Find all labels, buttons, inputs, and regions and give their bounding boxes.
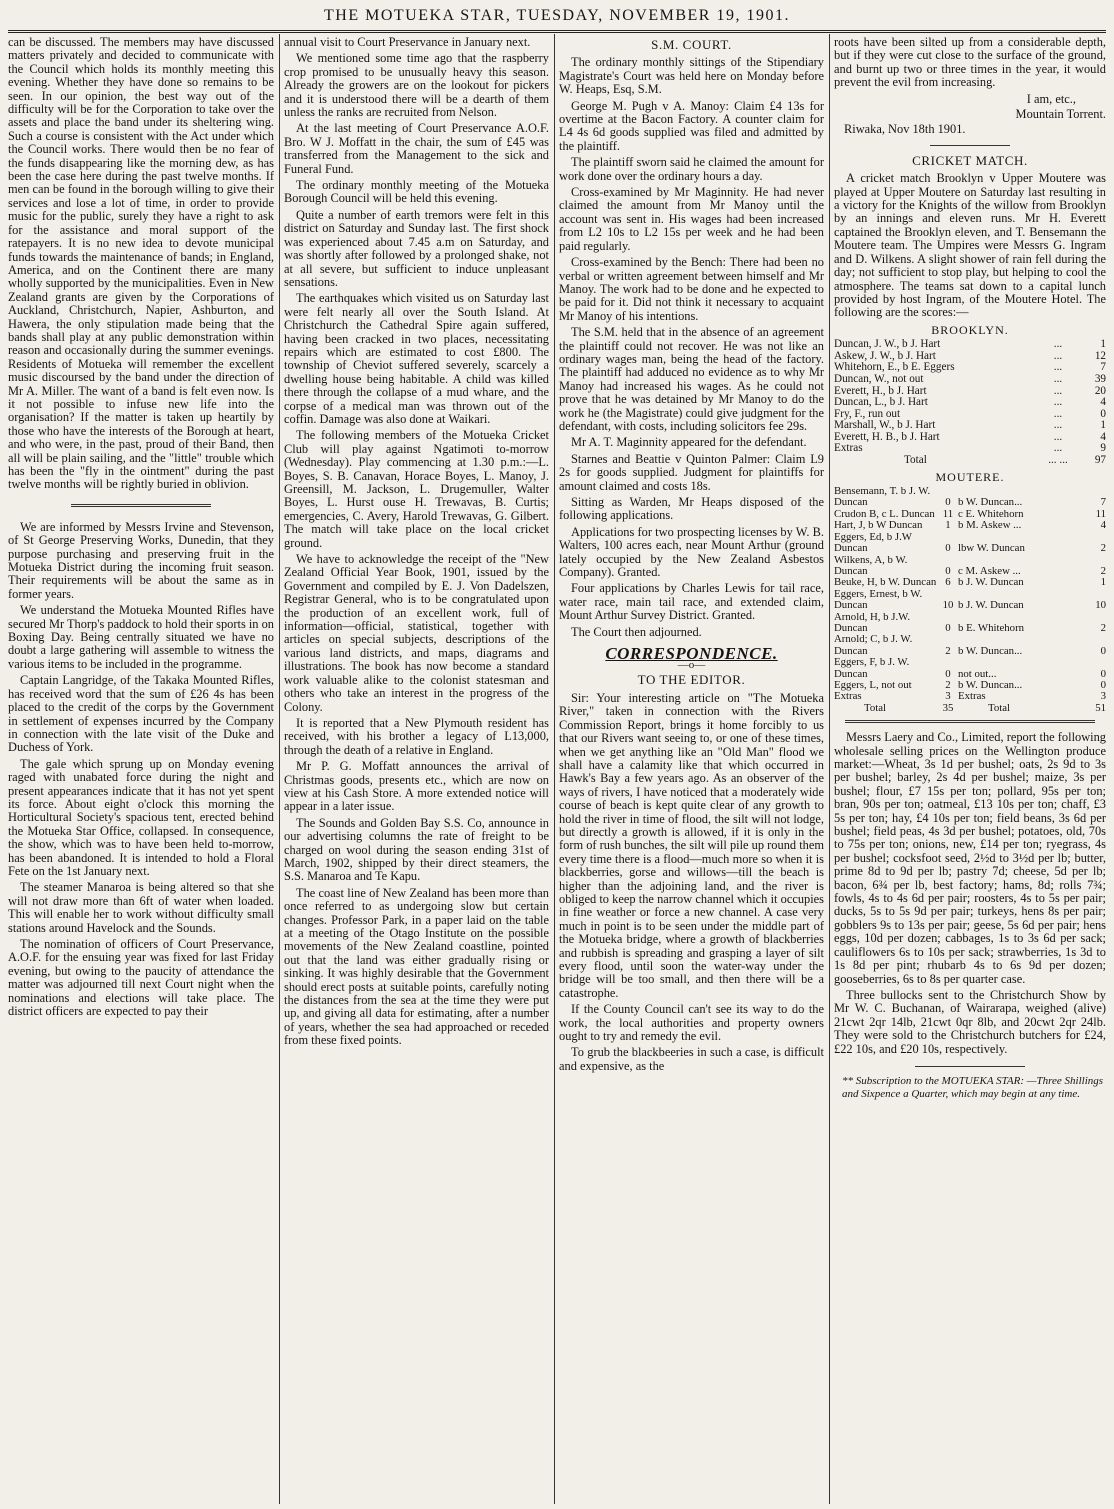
section-divider [915,1066,1025,1067]
freight-item: The Sounds and Golden Bay S.S. Co, announce in our advertising columns the rate of freight to be charged on wool during the season ending 31st of March, 1902, shipped by their direct steamers, the S.S. Manaroa and Te Kapu. [284,815,549,884]
second-innings: 11 [1095,507,1106,520]
court-heading: S.M. COURT. [651,37,732,52]
second-dismissal: not out... [958,667,997,680]
second-dismissal: b E. Whitehorn [958,621,1025,634]
moutere-total-row [834,703,1106,714]
earth-tremors-item: Quite a number of earth tremors were felt in this district on Saturday and Sunday last. The first shock was experienced about 7.45 a.m on Saturday, and was shortly after followed by a prolonged shake, not at all severe, but sufficient to induce unpleasant sensations. [284,207,549,289]
court-nomination-item: The nomination of officers of Court Preservance, A.O.F. for the ensuing year was fixed for last Friday evening, but owing to the paucity of attendance the matter was adjourned till next Court night when the nominations and elections will take place. The district officers are expected to pay their [8,937,274,1019]
brooklyn-scorecard [834,339,1106,467]
runs: 1 [1100,419,1106,432]
second-dismissal: c M. Askew ... [958,564,1021,577]
column-3 [559,36,824,1502]
second-innings: 0 [1100,678,1106,691]
year-book-item: We have to acknowledge the receipt of the "New Zealand Official Year Book, 1901, issued by the Government and compiled by E. J. Von Dadelszen, Registrar General, who is to be congratulated upon the production of an excellent work, full of information—official, statistical, together with articles on special subjects, descriptions of the various land districts, and maps, diagrams and illustrations. The book has now become a standard work valuable alike to the colonist statesman and others who take an interest in the progress of the Colony. [284,552,549,714]
first-innings: 3 [945,690,951,703]
moutere-total-2: 51 [1095,701,1106,714]
letter-signature: Mountain Torrent. [1015,107,1106,122]
correspondence-heading: CORRESPONDENCE. [605,644,778,664]
court-paragraph: The plaintiff sworn said he claimed the amount for work done over the ordinary hours a day. [559,155,824,183]
moutere-total-1: 35 [942,701,954,714]
court-paragraph: Cross-examined by the Bench: There had been no verbal or written agreement between himself and Mr Manoy. The work had to be done and he expected to be paid for it. Did not think it necessary to acquaint Mr Manoy of his intentions. [559,255,824,323]
first-innings: 0 [945,496,951,509]
batsman: Arnold; C, b J. W. Duncan [834,633,913,657]
correspondence-divider: —o— [677,659,706,672]
column-4 [834,36,1106,1502]
court-visit-item: annual visit to Court Preservance in January next. [284,36,531,49]
batsman: Eggers, Ernest, b W. Duncan [834,587,923,612]
second-innings: 2 [1100,621,1106,634]
court-paragraph: The Court then adjourned. [571,624,702,639]
letter-paragraph: To grub the blackbeeries in such a case, is difficult and expensive, as the [559,1045,824,1073]
section-divider [930,145,1010,146]
moutere-row [834,532,1106,555]
column-rule [554,34,555,1504]
dots: ... [1053,384,1063,397]
first-innings: 10 [942,599,954,612]
second-dismissal: c E. Whitehorn [958,507,1024,520]
second-innings: 4 [1100,519,1106,532]
fruit-preserving-item: We are informed by Messrs Irvine and Stevenson, of St George Preserving Works, Dunedin, that they purpose purchasing and preserving fruit in the Motueka District during the incoming fruit season. Their requirements will be about the same as in former years. [8,519,274,601]
cricket-report: A cricket match Brooklyn v Upper Moutere was played at Upper Moutere on Saturday last resulting in a victory for the Knights of the willow from Brooklyn by an innings and eleven runs. Mr H. Everett captained the Brooklyn eleven, and T. Bensemann the Moutere team. The Umpires were Messrs G. Ingram and D. Wilkens. A slight shower of rain fell during the day; not sufficient to stop play, but helping to cool the atmosphere. The teams sat down to a capital lunch provided by host Ingram, of the Moutere Hotel. The following are the scores:— [834,171,1106,320]
first-innings: 0 [945,667,951,680]
brooklyn-row [834,432,1106,444]
second-dismissal: b W. Duncan... [958,678,1023,691]
runs: 7 [1100,361,1106,374]
batsman: Wilkens, A, b W. Duncan [834,553,908,577]
first-innings: 0 [945,621,951,634]
moutere-row [834,657,1106,680]
section-divider [71,504,211,507]
court-paragraph: Mr A. T. Maginnity appeared for the defendant. [571,435,807,450]
batsman: Askew, J. W., b J. Hart [834,349,936,362]
court-paragraph: Sitting as Warden, Mr Heaps disposed of the following applications. [559,495,824,523]
second-innings: 7 [1100,496,1106,509]
market-report: Messrs Laery and Co., Limited, report the following wholesale selling prices on the Wellington produce market:—Wheat, 3s 1d per bushel; oats, 2s 9d to 3s per bushel; barley, 2s 4d per bushel; maize, 3s per bushel; flour, £7 15s per ton; pollard, 95s per ton; bran, 90s per ton; oatmeal, £13 10s per ton; chaff, £3 5s per ton; hay, £4 10s per ton; field beans, 3s 6d per bushel; field peas, 4s 3d per bushel; potatoes, old, 70s to 75s per ton; onions, new, £14 per ton; ryegrass, 4s per bushel; cocksfoot seed, 2½d to 3½d per lb; butter, prime 8d to 9d per lb; pastry 7d; cheese, 5d per lb; bacon, 6¾ per lb, best factory; hams, 8d; rolls 7¾; fowls, 4s to 4s 6d per pair; roosters, 4s to 5s per pair; ducks, 5s to 5s 9d per pair; turkeys, hens 8s per pair; gobblers 9s to 13s per pair; geese, 5s 6d per pair; hens eggs, 10d per dozen; cabbages, 1s to 3s 6d per sack; cauliflowers 6s to 10s per sack; strawberries, 1s 3d to 1s 8d per pint; rhubarb 4s to 6s 9d per dozen; gooseberries, 6s to 8s per quarter case. [834,730,1106,986]
moutere-row [834,612,1106,635]
gale-item: The gale which sprung up on Monday evening raged with unabated force during the night and present appearances indicate that it has not yet spent its force. About eight o'clock this morning the Horticultural Society's spacious tent, erected behind the Motueka Star Office, collapsed. In consequence, the show, which was to have been held to-morrow, has been abandoned. It is intended to hold a Floral Fete on the 1st January next. [8,756,274,878]
second-dismissal: Extras [958,690,986,703]
court-paragraph: The S.M. held that in the absence of an agreement the plaintiff could not recover. He was not like an ordinary wages man, being the head of the factory. The plaintiff had adduced no evidence as to why Mr Manoy had increased his wages. As he could not prove that he was detained by Mr Manoy to do the work he (the Magistrate) could give judgment for the defendant, with costs, including solicitors fee 29s. [559,325,824,433]
letter-place-date: Riwaka, Nov 18th 1901. [844,122,966,137]
batsman: Eggers, L, not out [834,678,912,691]
batsman: Arnold, H, b J.W. Duncan [834,610,911,634]
court-paragraph: George M. Pugh v A. Manoy: Claim £4 13s for overtime at the Bacon Factory. A counter claim for L4 4s 6d goods supplied was filed and admitted by the plaintiff. [559,98,824,153]
runs: 0 [1100,407,1106,420]
column-rule [829,34,830,1504]
letter-paragraph: If the County Council can't see its way to do the work, the local authorities and property owners ought to try and remedy the evil. [559,1002,824,1044]
brooklyn-title: BROOKLYN. [931,322,1009,337]
second-innings: 3 [1100,690,1106,703]
masthead: THE MOTUEKA STAR, TUESDAY, NOVEMBER 19, 1901. [324,7,790,24]
letter-paragraph: Sir: Your interesting article on "The Motueka River," taken in connection with the Rivers Commission Report, brings it home forcibly to us that our Rivers want seeing to, or one of these times, when we get anything like an "Old Man" flood we shall have a calamity like that which occurred in Hawk's Bay a few years ago. As an observer of the ways of rivers, I have noticed that a moderately wide course of beach is kept quite clear of any growth to hold the river in time of flood, the silt will not lodge, but directly a growth is allowed, if it is only in the form of rush bunches, the silt will pile up round them every time there is a flood—much more so when it is blackberries, gorse and willows—till the beach is higher than the adjoining land, and the river is obliged to keep the narrow channel which it occupies in fine weather or force a new channel. A case very much in point is to be seen under the middle part of the Motueka bridge, where a growth of blackberries and rubbish is spreading and grasping a layer of silt every flood, until soon the water-way under the bridge will be too small, and then there will be a catastrophe. [559,690,824,1000]
first-innings: 2 [945,678,951,691]
letter-closing: I am, etc., [1026,91,1076,106]
second-dismissal: b J. W. Duncan [958,576,1024,589]
raspberry-item: We mentioned some time ago that the raspberry crop promised to be unusually heavy this season. Already the growers are on the lookout for pickers and it is understood there will be a dearth of them unless the ranks are recruited from Nelson. [284,51,549,120]
dots: ... [1053,396,1063,409]
court-meeting-item: At the last meeting of Court Preservance A.O.F. Bro. W J. Moffatt in the chair, the sum of £45 was transferred from the Management to the sick and Funeral Fund. [284,121,549,176]
mounted-rifles-item: We understand the Motueka Mounted Rifles have secured Mr Thorp's paddock to hold their sports in on Boxing Day. Being centrally situated we have no doubt a large gathering will assemble to witness the various items to be included in the programme. [8,603,274,671]
steamer-item: The steamer Manaroa is being altered so that she will not draw more than 6ft of water when loaded. This will enable her to work without difficulty small stations around Havelock and the Sounds. [8,880,274,935]
brooklyn-row [834,374,1106,386]
batsman: Whitehorn, E., b E. Eggers [834,361,955,374]
moutere-scorecard [834,486,1106,714]
first-innings: 1 [945,519,951,532]
court-paragraph: Four applications by Charles Lewis for tail race, water race, main tail race, and extended claim, Mount Arthur Survey District. Granted. [559,581,824,623]
dots: ... [1053,442,1063,455]
moutere-row [834,589,1106,612]
batsman: Duncan, W., not out [834,372,924,385]
subscription-note: ** Subscription to the MOTUEKA STAR: —Three Shillings and Sixpence a Quarter, which may begin at any time. [842,1074,1104,1100]
bullocks-item: Three bullocks sent to the Christchurch Show by Mr W. C. Buchanan, of Wairarapa, weighed (alive) 21cwt 2qr 14lb, 21cwt 0qr 8lb, and 20cwt 2qr 24lb. They were sold to the Christchurch butchers for £24, £22 10s, and £20 10s, respectively. [834,987,1106,1056]
runs: 39 [1094,372,1106,385]
batsman: Eggers, Ed, b J.W Duncan [834,530,912,555]
dots: ... [1053,338,1063,351]
brooklyn-row [834,397,1106,409]
dots: ... [1053,349,1063,362]
total-label: Total [904,454,927,467]
dots: ... [1053,407,1063,420]
section-divider [845,720,1095,723]
batsman: Everett, H. B., b J. Hart [834,430,940,443]
moutere-row [834,520,1106,531]
court-paragraph: Starnes and Beattie v Quinton Palmer: Claim L9 2s for goods supplied. Judgment for plaintiffs for amount claimed and costs 18s. [559,451,824,493]
first-innings: 0 [945,564,951,577]
dots: ... [1053,419,1063,432]
second-innings: 10 [1095,599,1106,612]
runs: 9 [1100,442,1106,455]
batsman: Extras [834,690,862,703]
first-innings: 2 [945,644,951,657]
second-innings: 1 [1100,576,1106,589]
batsman: Duncan, L., b J. Hart [834,396,928,409]
batsman: Hart, J, b W Duncan [834,519,923,532]
column-1 [8,36,274,1502]
earthquake-item: The earthquakes which visited us on Saturday last were felt nearly all over the South Island. At Christchurch the Cathedral Spire again suffered, having been cracked in two places, necessitating repairs which are estimated to cost £800. The township of Cheviot suffered severely, scarcely a dwelling house being habitable. A child was killed there through the collapse of a mud whare, and the corpse of a medical man was thrown out of the coffin. Damage was also done at Waikari. [284,291,549,426]
brooklyn-row [834,339,1106,351]
dots: ... [1053,430,1063,443]
moutere-row [834,555,1106,578]
moutere-row [834,634,1106,657]
second-dismissal: b M. Askew ... [958,519,1022,532]
takaka-rifles-item: Captain Langridge, of the Takaka Mounted Rifles, has received word that the sum of £26 4s has been placed to the credit of the corps by the Government in settlement of expenses incurred by the Company in connection with the late visit of the Duke and Duchess of York. [8,673,274,755]
council-meeting-item: The ordinary monthly meeting of the Motueka Borough Council will be held this evening. [284,178,549,206]
cricket-heading: CRICKET MATCH. [912,152,1028,168]
batsman: Eggers, F, b J. W. Duncan [834,656,910,680]
moutere-row [834,486,1106,509]
batsman: Beuke, H, b W. Duncan [834,576,937,589]
total-label: Total [864,701,887,714]
second-innings: 0 [1100,667,1106,680]
runs: 1 [1100,338,1106,351]
second-dismissal: lbw W. Duncan [958,542,1025,555]
second-dismissal: b W. Duncan... [958,644,1023,657]
column-rule [279,34,280,1504]
dots: ... [1053,361,1063,374]
dots: ... [1053,372,1063,385]
batsman: Fry, F., run out [834,407,901,420]
masthead-rule [8,30,1106,33]
brooklyn-total: 97 [1094,454,1106,467]
first-innings: 6 [945,576,951,589]
second-innings: 2 [1100,564,1106,577]
cricket-club-item: The following members of the Motueka Cricket Club will play against Ngatimoti to-morrow (Wednesday). Play commencing at 1.30 p.m.:—L. Boyes, S. B. Canavan, Horace Boyes, L. Manoy, J. Greensill, M. Jackson, L. Drugemuller, Walter Boyes, L. Hurst ouse H. Trewavas, B. Curtis; emergencies, C. Avery, Harold Trewavas, G. Gilbert. The match will take place on the local cricket ground. [284,428,549,550]
second-dismissal: b J. W. Duncan [958,599,1024,612]
coastline-item: The coast line of New Zealand has been more than once referred to as undergoing slow but certain changes. Professor Park, in a paper laid on the table at a meeting of the Otago Institute on the possible movements of the New Zealand coastline, pointed out that the land was either gradually rising or sinking. It was highly desirable that the Government should erect posts at suitable points, carefully noting the distances from the sea at the time they were put up, and giving all data for estimating, after a number of years, whether the sea had approached or receded from these fixed points. [284,885,549,1048]
batsman: Extras [834,442,863,455]
first-innings: 0 [945,542,951,555]
court-paragraph: Applications for two prospecting licenses by W. B. Walters, 100 acres each, near Mount Arthur (ground lately occupied by the New Zealand Asbestos Company). Granted. [559,524,824,580]
total-label: Total [988,701,1011,714]
batsman: Crudon B, c L. Duncan [834,507,935,520]
batsman: Marshall, W., b J. Hart [834,419,936,432]
court-paragraph: The ordinary monthly sittings of the Stipendiary Magistrate's Court was held here on Monday before W. Heaps, Esq, S.M. [559,55,824,97]
christmas-goods-item: Mr P. G. Moffatt announces the arrival of Christmas goods, presents etc., which are now on view at his Cash Store. A more extended notice will appear in a later issue. [284,759,549,814]
runs: 12 [1094,349,1106,362]
batsman: Everett, H., b J. Hart [834,384,927,397]
first-innings: 11 [942,507,954,520]
letter-paragraph: roots have been silted up from a considerable depth, but if they were cut close to the surface of the ground, and burnt up two or three times in the year, it would prevent the evil from increasing. [834,36,1106,90]
runs: 4 [1100,396,1106,409]
editor-heading: TO THE EDITOR. [637,672,746,688]
batsman: Duncan, J. W., b J. Hart [834,338,941,351]
second-dismissal: b W. Duncan... [958,496,1023,509]
second-innings: 0 [1100,644,1106,657]
second-innings: 2 [1100,542,1106,555]
brooklyn-total-row [834,455,1106,467]
moutere-row [834,577,1106,588]
total-dots: ... ... [1048,454,1068,467]
moutere-title: MOUTERE. [935,469,1005,484]
runs: 4 [1100,430,1106,443]
batsman: Bensemann, T. b J. W. Duncan [834,485,931,509]
legacy-item: It is reported that a New Plymouth resident has received, with his brother a legacy of L13,000, through the death of a relative in England. [284,715,549,757]
column-2 [284,36,549,1502]
band-article: can be discussed. The members may have discussed matters privately and decided to communicate with the Council which holds its monthly meeting this evening. Whether they have done so remains to be seen. In our opinion, the best way out of the difficulty will be for the Corporation to take over the assets and place the band under its sheltering wing. Such a course is consistent with the Act under which the Council works. There would then be no fear of the funds disappearing like the morning dew, as has been the case here during the past twelve months. If men can be found in the borough willing to give their services and lose a lot of time, in order to provide music for the public, surely they have a right to ask for the assistance and moral support of the ratepayers. It is no new idea to devote municipal funds towards the maintenance of bands; in England, America, and on the Continent there are many wholly supported by the municipalities. Even in New Zealand grants are given by the Corporations of Auckland, Christchurch, Napier, Ashburton, and Hawera, the only stipulation made being that the bands shall play at any public demonstration within reason and occasionally during the summer evenings. Residents of Motueka will remember the excellent music discoursed by the band under the direction of Mr A. Miller. The want of a band is felt even now. Is it not possible to infuse new life into the organisation? If the matter is taken up heartily by those who have the interests of the Borough at heart, and who were, in the past, proud of their Band, then all will be plain sailing, and the "little" trouble which has been the "fly in the ointment" during the past twelve months will be rightly buried in oblivion. [8,36,274,492]
runs: 20 [1094,384,1106,397]
court-paragraph: Cross-examined by Mr Maginnity. He had never claimed the amount from Mr Manoy until the account was sent in. His wages had been increased from L2 10s to L2 15s per week and he had been paid regularly. [559,185,824,253]
